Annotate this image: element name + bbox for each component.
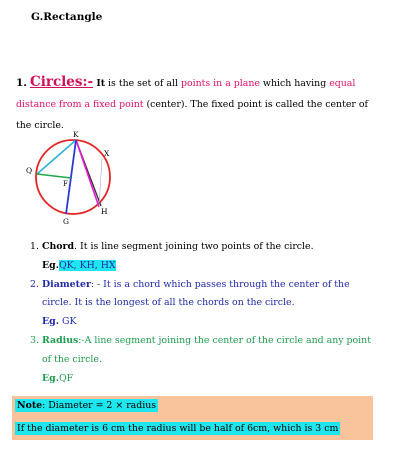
chord-term: Chord bbox=[42, 241, 75, 252]
example-label: Eg. bbox=[42, 316, 59, 328]
diameter-example-value: GK bbox=[58, 316, 77, 328]
label-q: Q bbox=[26, 166, 33, 175]
radius-example-value: QF bbox=[58, 372, 74, 384]
chord-desc: . It is line segment joining two points of the circle. bbox=[74, 241, 314, 252]
circle-definition bbox=[16, 72, 376, 136]
intro-text-a: is the set of all bbox=[105, 78, 181, 89]
circles-heading: Circles:- bbox=[29, 74, 94, 90]
section-title: G.Rectangle bbox=[31, 11, 103, 23]
circle-diagram bbox=[20, 128, 130, 238]
label-f: F bbox=[63, 180, 68, 188]
diameter-term: Diameter bbox=[42, 278, 91, 290]
chord-example-value: QK, KH, HX bbox=[58, 259, 116, 271]
intro-number: 1. bbox=[16, 77, 27, 89]
label-h: H bbox=[101, 207, 108, 216]
item-number: 3. bbox=[30, 334, 39, 346]
note-formula: : Diameter = 2 × radius bbox=[42, 400, 157, 411]
intro-it: It bbox=[93, 78, 106, 89]
example-label: Eg. bbox=[42, 372, 59, 384]
note-line-formula bbox=[15, 399, 158, 412]
item-number: 2. bbox=[30, 278, 39, 290]
diameter-example bbox=[30, 313, 380, 332]
radius-qf bbox=[37, 174, 71, 178]
chord-kh bbox=[76, 140, 99, 207]
points-in-plane-highlight: points in a plane bbox=[180, 78, 260, 89]
note-block bbox=[12, 396, 373, 440]
radius-desc: :-A line segment joining the center of the circle and any point of the circle. bbox=[42, 334, 371, 365]
label-g: G bbox=[63, 217, 69, 226]
equal-distance-highlight: equal distance from a fixed point bbox=[16, 78, 356, 110]
terms-list bbox=[30, 238, 380, 388]
intro-text-b: which having bbox=[259, 78, 330, 89]
label-x: X bbox=[104, 149, 110, 158]
note-line-example: If the diameter is 6 cm the radius will be half of 6cm, which is 3 cm bbox=[17, 423, 339, 434]
label-k: K bbox=[73, 130, 79, 139]
diameter-desc: : - It is a chord which passes through the center of the circle. It is the longest of all the chords on the circle. bbox=[42, 278, 350, 309]
circle-outline bbox=[36, 140, 110, 214]
chord-example bbox=[30, 257, 380, 276]
intro-text-c: (center). The fixed point is called the center of the circle. bbox=[16, 99, 368, 131]
example-label: Eg. bbox=[42, 259, 59, 271]
note-label: Note bbox=[17, 400, 43, 411]
list-item-diameter bbox=[30, 276, 380, 314]
list-item-radius bbox=[30, 332, 380, 370]
radius-example bbox=[30, 370, 380, 389]
radius-term: Radius bbox=[42, 334, 79, 346]
list-item-chord bbox=[30, 238, 380, 257]
item-number: 1. bbox=[30, 241, 39, 252]
